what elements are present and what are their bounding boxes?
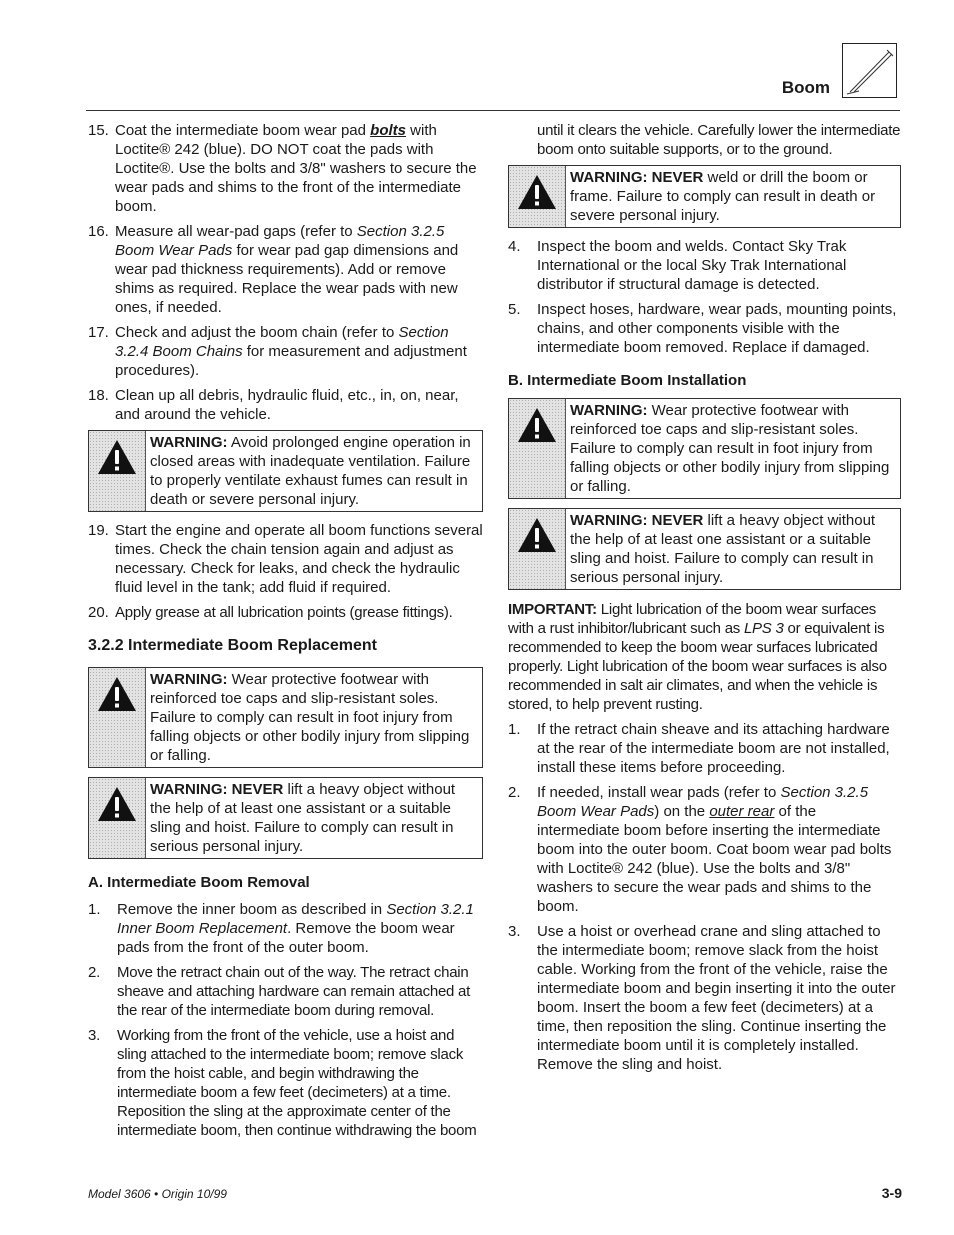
section-reference: Section 3.2.5 Boom Wear Pads: [537, 784, 869, 820]
removal-step-1: 1. Remove the inner boom as described in Section 3.2.1 Inner Boom Replacement. Remove the boom wear pads from the front of the outer boom.: [88, 901, 474, 956]
warning-text: WARNING: Wear protective footwear with reinforced toe caps and slip-resistant soles. Failure to comply can result in foot injury from falling objects or other bodily injury from slipping or falling.: [570, 402, 890, 495]
important-note: IMPORTANT: Light lubrication of the boom wear surfaces with a rust inhibitor/lubricant such as LPS 3 or equivalent is recommended to keep the boom wear surfaces lubricated properly. Light lubrication of the boom wear surfaces is also recommended in salt air climates, and when the vehicle is stored, to help prevent rusting.: [508, 601, 887, 713]
warning-triangle-icon: [509, 399, 566, 498]
page-section-title: Boom: [781, 78, 830, 97]
bolts-emphasis: bolts: [370, 122, 406, 139]
outer-rear-emphasis: outer rear: [709, 803, 775, 820]
warning-triangle-icon: [89, 778, 146, 858]
step-15: 15. Coat the intermediate boom wear pad bolts with Loctite® 242 (blue). DO NOT coat the pads with Loctite®. Use the bolts and 3/8" washers to secure the wear pads and shims to the front of the intermediate boom.: [88, 122, 477, 215]
removal-step-2: 2. Move the retract chain out of the way. The retract chain sheave and attaching hardware can remain attached at the rear of the intermediate boom during removal.: [88, 964, 471, 1019]
removal-step-5: 5. Inspect hoses, hardware, wear pads, mounting points, chains, and other components visible with the intermediate boom removed. Replace if damaged.: [508, 301, 897, 356]
installation-heading: B. Intermediate Boom Installation: [508, 372, 747, 389]
step-16: 16. Measure all wear-pad gaps (refer to Section 3.2.5 Boom Wear Pads for wear pad gap dimensions and wear pad thickness requirements). Add or remove shims as required. Replace the wear pads with new ones, if needed.: [88, 223, 459, 316]
warning-box-lift: [508, 508, 901, 590]
page-number: 3-9: [881, 1185, 902, 1201]
footer-model-origin: Model 3606 • Origin 10/99: [88, 1187, 227, 1201]
left-column: [88, 121, 483, 1146]
install-step-1: 1. If the retract chain sheave and its attaching hardware at the rear of the intermediate boom are not installed, install these items before proceeding.: [508, 721, 890, 776]
section-heading: 3.2.2 Intermediate Boom Replacement: [88, 637, 377, 654]
section-reference: Section 3.2.1 Inner Boom Replacement: [117, 901, 474, 937]
warning-text: WARNING: Wear protective footwear with reinforced toe caps and slip-resistant soles. Failure to comply can result in foot injury from falling objects or other bodily injury from slipping or falling.: [150, 671, 470, 764]
step-17: 17. Check and adjust the boom chain (refer to Section 3.2.4 Boom Chains for measurement and adjustment procedures).: [88, 324, 467, 379]
warning-triangle-icon: [89, 668, 146, 767]
header-rule: [86, 110, 900, 111]
warning-triangle-icon: [89, 431, 146, 511]
warning-text: WARNING: NEVER weld or drill the boom or frame. Failure to comply can result in death or severe personal injury.: [570, 169, 876, 224]
install-step-2: 2. If needed, install wear pads (refer to Section 3.2.5 Boom Wear Pads) on the outer rear of the intermediate boom before inserting the intermediate boom into the outer boom. Coat boom wear pad bolts with Loctite® 242 (blue). Use the bolts and 3/8" washers to secure the wear pads and shims to the boom.: [508, 784, 892, 915]
warning-box-footwear: [508, 398, 901, 499]
right-column: [508, 121, 901, 1080]
warning-text: WARNING: NEVER lift a heavy object without the help of at least one assistant or a suitable sling and hoist. Failure to comply can result in serious personal injury.: [150, 781, 456, 855]
section-reference: Section 3.2.4 Boom Chains: [115, 324, 449, 360]
removal-step-4: 4. Inspect the boom and welds. Contact Sky Trak International or the local Sky Trak International distributor if structural damage is detected.: [508, 238, 847, 293]
pencil-line-icon: [842, 43, 897, 98]
removal-step-3-continued: until it clears the vehicle. Carefully lower the intermediate boom onto suitable supports, or to the ground.: [537, 122, 901, 158]
warning-text: WARNING: Avoid prolonged engine operation in closed areas with inadequate ventilation. Failure to properly ventilate exhaust fumes can result in death or severe personal injury.: [150, 434, 471, 508]
warning-triangle-icon: [509, 166, 566, 227]
removal-step-3: 3. Working from the front of the vehicle, use a hoist and sling attached to the intermediate boom; remove slack from the hoist cable, and begin withdrawing the intermediate boom a few feet (decimeters) at a time. Reposition the sling at the approximate center of the intermediate boom, then continue withdrawing the boom: [88, 1027, 477, 1139]
step-19: 19. Start the engine and operate all boom functions several times. Check the chain tension again and adjust as necessary. Check for leaks, and check the hydraulic fluid level in the tank; add fluid if required.: [88, 522, 483, 596]
warning-box-lift: [88, 777, 483, 859]
removal-heading: A. Intermediate Boom Removal: [88, 874, 310, 891]
warning-triangle-icon: [509, 509, 566, 589]
warning-box-exhaust: [88, 430, 483, 512]
section-reference: Section 3.2.5 Boom Wear Pads: [115, 223, 445, 259]
warning-box-footwear: [88, 667, 483, 768]
warning-box-weld: [508, 165, 901, 228]
warning-text: WARNING: NEVER lift a heavy object without the help of at least one assistant or a suitable sling and hoist. Failure to comply can result in serious personal injury.: [570, 512, 876, 586]
step-20: 20. Apply grease at all lubrication points (grease fittings).: [88, 604, 453, 621]
step-18: 18. Clean up all debris, hydraulic fluid, etc., in, on, near, and around the vehicle.: [88, 387, 459, 423]
install-step-3: 3. Use a hoist or overhead crane and sling attached to the intermediate boom; remove slack from the hoist cable. Working from the front of the vehicle, raise the intermediate boom and begin inserting it into the outer boom. Insert the boom a few feet (decimeters) at a time, then reposition the sling. Continue inserting the intermediate boom until it is completely installed. Remove the sling and hoist.: [508, 923, 896, 1073]
